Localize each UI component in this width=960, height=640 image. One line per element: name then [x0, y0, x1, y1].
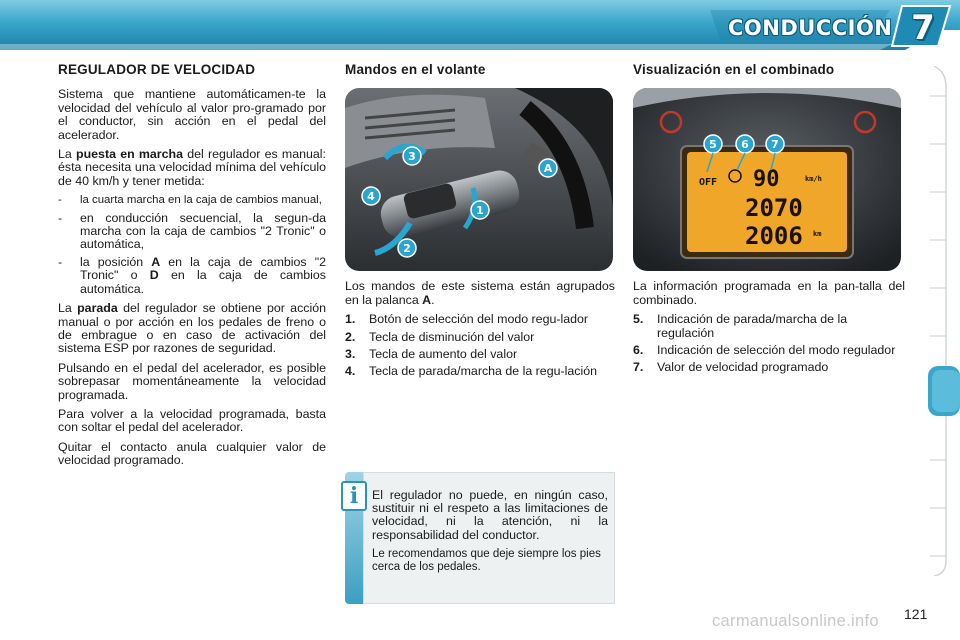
info-paragraph: Le recomendamos que deje siempre los pies cerca de los pedales.: [372, 547, 601, 574]
controls-list: [345, 313, 615, 379]
info-paragraph: El regulador no puede, en ningún caso, sustituir ni el respeto a las limitaciones de velocidad, ni la atención, ni la responsabilidad del conductor.: [372, 488, 608, 542]
section-title: Mandos en el volante: [345, 62, 486, 77]
steering-stalk-photo: [345, 88, 613, 271]
chapter-number: 7: [911, 8, 935, 48]
list-item: 6. Indicación de selección del modo regulador: [633, 343, 896, 358]
info-box: [345, 472, 615, 604]
overtake-paragraph: Pulsando en el pedal del acelerador, es posible sobrepasar momentáneamente la velocidad programada.: [58, 360, 326, 402]
display-line2: 2070: [745, 194, 803, 223]
info-icon: i: [341, 481, 367, 511]
section-title: Visualización en el combinado: [633, 62, 835, 77]
intro-paragraph: Sistema que mantiene automáticamen-te la velocidad del vehículo al valor pro-gramado por el conductor, sin acción en el pedal del acelerador.: [58, 87, 326, 142]
list-item: - la posición A en la caja de cambios "2 Tronic" o D en la caja de cambios automática.: [58, 254, 326, 296]
list-item: 5. Indicación de parada/marcha de la regulación: [633, 312, 848, 340]
display-unit: km/h: [805, 175, 822, 184]
column-cruise-control: [58, 63, 326, 474]
page-number: 121: [904, 606, 928, 622]
list-item: 4. Tecla de parada/marcha de la regu-lación: [345, 364, 597, 379]
callout-4: 4: [367, 190, 375, 204]
callout-6: 6: [741, 138, 749, 152]
watermark: carmanualsonline.info: [712, 612, 879, 630]
display-unit2: km: [813, 230, 822, 239]
section-title: REGULADOR DE VELOCIDAD: [58, 62, 256, 77]
controls-intro: Los mandos de este sistema están agrupados en la palanca A.: [345, 279, 615, 307]
column-instrument-display: [633, 63, 905, 379]
info-box-body: [363, 472, 615, 604]
callout-A: A: [543, 162, 553, 176]
chapter-side-tabs: [924, 66, 960, 576]
list-item: 7. Valor de velocidad programado: [633, 360, 829, 375]
chapter-title: CONDUCCIÓN: [728, 16, 893, 40]
list-item: - en conducción secuencial, la segun-da marcha con la caja de cambios "2 Tronic" o automática,: [58, 210, 326, 252]
callout-1: 1: [476, 204, 484, 218]
display-line3: 2006: [745, 222, 803, 251]
list-item: - la cuarta marcha en la caja de cambios manual,: [58, 194, 322, 207]
callout-5: 5: [709, 138, 717, 152]
display-off: OFF: [699, 177, 718, 189]
gear-conditions-list: [58, 194, 326, 296]
ignition-paragraph: Quitar el contacto anula cualquier valor de velocidad programado.: [58, 439, 326, 468]
instrument-panel-photo: [633, 88, 901, 271]
display-list: [633, 313, 905, 375]
column-steering-controls: [345, 63, 615, 383]
stop-paragraph: La parada del regulador se obtiene por acción manual o por acción en los pedales de freno o de embrague o en caso de activación del sistema ESP por razones de seguridad.: [58, 301, 326, 356]
callout-2: 2: [403, 242, 411, 256]
list-item: 2. Tecla de disminución del valor: [345, 329, 535, 344]
return-paragraph: Para volver a la velocidad programada, basta con soltar el pedal del acelerador.: [58, 406, 326, 435]
callout-7: 7: [771, 138, 779, 152]
header-banner: [0, 0, 960, 50]
display-speed: 90: [753, 167, 780, 193]
callout-3: 3: [408, 150, 416, 164]
start-paragraph: La puesta en marcha del regulador es manual: ésta necesita una velocidad mínima del vehículo de 40 km/h y tener metida:: [58, 147, 326, 188]
display-intro: La información programada en la pan-talla del combinado.: [633, 279, 905, 307]
list-item: 1. Botón de selección del modo regu-lador: [345, 312, 589, 327]
list-item: 3. Tecla de aumento del valor: [345, 347, 518, 362]
